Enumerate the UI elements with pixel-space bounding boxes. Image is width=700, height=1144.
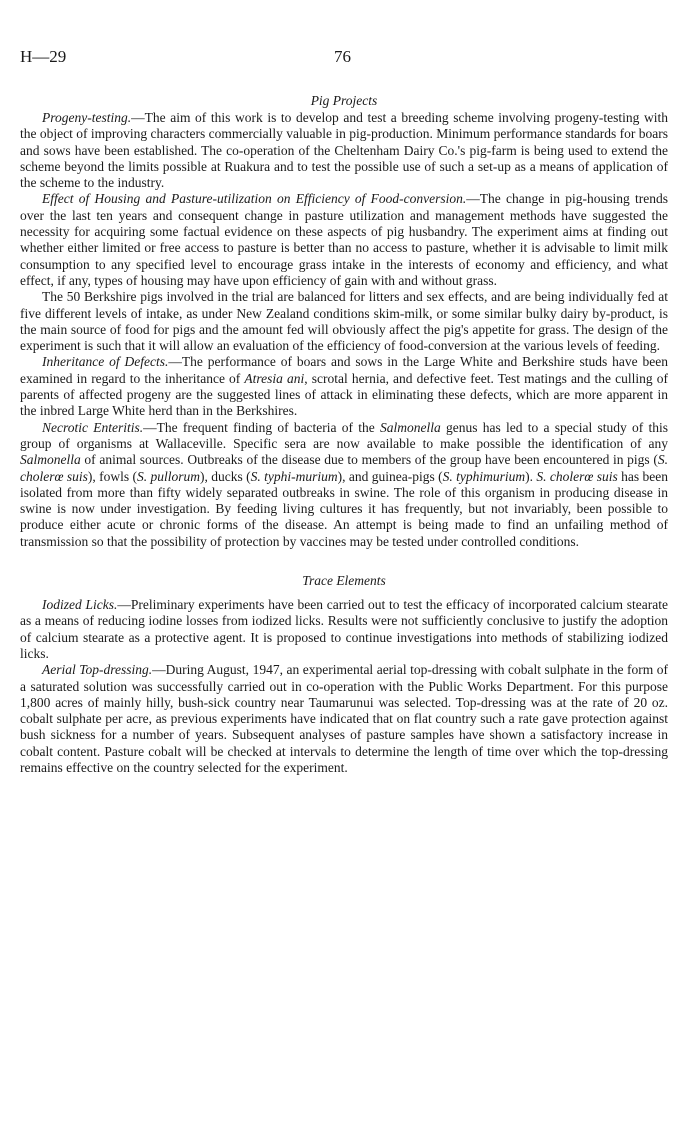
species-name: Salmonella bbox=[380, 419, 441, 435]
paragraph-lead: Necrotic Enteritis. bbox=[42, 419, 144, 435]
paragraph-housing-pasture bbox=[20, 191, 668, 289]
paragraph-text: has been isolated from more than fifty widely separated outbreaks in swine. The role of this organism in producing disease in swine is now under investigation. By feeding living cultures it has frequently, but not invariably, been possible to produce either acute or chronic forms of the disease. An attempt is being made to find an unfailing method of transmission so that the possibility of protection by vaccines may be tested under controlled conditions. bbox=[20, 468, 668, 549]
species-name: S. typhimurium bbox=[442, 468, 526, 484]
paragraph-text: ), and guinea-pigs ( bbox=[337, 468, 443, 484]
species-name: Atresia ani bbox=[244, 370, 305, 386]
page-body bbox=[20, 92, 668, 776]
paragraph-text: genus has led to a special study of this group of organisms at Wallaceville. Specific sera are now available to make possible the identification of any bbox=[20, 419, 668, 451]
paragraph-text: of animal sources. Outbreaks of the disease due to members of the group have been encountered in pigs ( bbox=[80, 452, 658, 468]
paragraph-lead: Aerial Top-dressing. bbox=[42, 662, 153, 678]
section-title-pig-projects: Pig Projects bbox=[310, 93, 378, 108]
paragraph-text: The 50 Berkshire pigs involved in the trial are balanced for litters and sex effects, and are being individually fed at five different levels of intake, as under New Zealand conditions skim-milk, or some similar bulky dairy by-product, is the main source of food for pigs and the amount fed will obviously affect the pig's appetite for grass. The design of the experiment is such that it will allow an evaluation of the efficiency of food-conversion at the various levels of feeding. bbox=[20, 289, 668, 354]
paragraph-lead: Iodized Licks. bbox=[42, 597, 118, 613]
paragraph-necrotic-enteritis bbox=[20, 420, 668, 550]
paragraph-text: , scrotal hernia, and defective feet. Test matings and the culling of parents of affected progeny are the suggested lines of attack in eliminating these defects, which are more apparent in the inbred Large White herd than in the Berkshires. bbox=[20, 370, 668, 419]
paragraph-text: —The change in pig-housing trends over the last ten years and consequent change in pasture utilization and management methods have suggested the necessity for acquiring some factual evidence on these aspects of pig husbandry. The experiment aims at finding out whether either limited or free access to pasture is better than no access to pasture, whether it is advisable to limit milk consumption to any specified level to encourage grass intake in the interests of economy and efficiency, and what effect, if any, types of housing may have upon efficiency of gain with and without grass. bbox=[20, 191, 668, 288]
paragraph-inheritance-defects bbox=[20, 354, 668, 419]
paragraph-text: —During August, 1947, an experimental aerial top-dressing with cobalt sulphate in the form of a saturated solution was successfully carried out in co-operation with the Public Works Department. For this purpose 1,800 acres of mainly hilly, bush-sick country near Taumarunui was selected. Top-dressing was at the rate of 20 oz. cobalt sulphate per acre, as previous experiments have indicated that on flat country such a rate gave protection against bush sickness for a number of years. Subsequent analyses of pasture samples have shown a satisfactory increase in cobalt content. Pasture cobalt will be checked at intervals to determine the length of time over which the top-dressing remains effective on the country selected for the experiment. bbox=[20, 662, 668, 775]
species-name: S. cholerœ suis bbox=[536, 468, 618, 484]
paragraph-text: —The frequent finding of bacteria of the bbox=[143, 419, 381, 435]
paragraph-text: ), fowls ( bbox=[87, 468, 138, 484]
document-reference: H—29 bbox=[20, 47, 67, 66]
paragraph-lead: Progeny-testing. bbox=[42, 110, 132, 125]
paragraph-text: ), ducks ( bbox=[200, 468, 251, 484]
paragraph-progeny-testing bbox=[20, 110, 668, 191]
species-name: S. cholerœ suis bbox=[20, 452, 668, 484]
paragraph-berkshire-trial bbox=[20, 289, 668, 354]
paragraph-iodized-licks bbox=[20, 597, 668, 662]
section-title-trace-elements: Trace Elements bbox=[302, 573, 386, 589]
species-name: S. pullorum bbox=[137, 468, 201, 484]
paragraph-lead: Effect of Housing and Pasture-utilization on Efficiency of Food-conversion. bbox=[42, 191, 467, 207]
paragraph-text: ). bbox=[525, 468, 537, 484]
paragraph-text: —Preliminary experiments have been carried out to test the efficacy of incorporated calcium stearate as a means of reducing iodine losses from iodized licks. Results were not sufficiently conclusive to justify the adoption of calcium stearate as a protective agent. It is proposed to continue investigations into methods of stabilizing iodized licks. bbox=[20, 597, 668, 661]
paragraph-lead: Inheritance of Defects. bbox=[42, 354, 169, 370]
species-name: Salmonella bbox=[20, 452, 81, 468]
species-name: S. typhi-murium bbox=[250, 468, 338, 484]
page-number: 76 bbox=[334, 47, 351, 66]
paragraph-aerial-top-dressing bbox=[20, 662, 668, 776]
paragraph-text: —The aim of this work is to develop and test a breeding scheme involving progeny-testing with the object of improving characters commercially valuable in pig-production. Minimum performance standards for boars and sows have been established. The co-operation of the Cheltenham Dairy Co.'s pig-farm is being used to extend the scheme beyond the limits possible at Ruakura and to test the possible use of such a set-up as a means of application of the scheme to the industry. bbox=[20, 110, 668, 191]
paragraph-text: —The performance of boars and sows in the Large White and Berkshire studs have been examined in regard to the inheritance of bbox=[20, 354, 668, 386]
